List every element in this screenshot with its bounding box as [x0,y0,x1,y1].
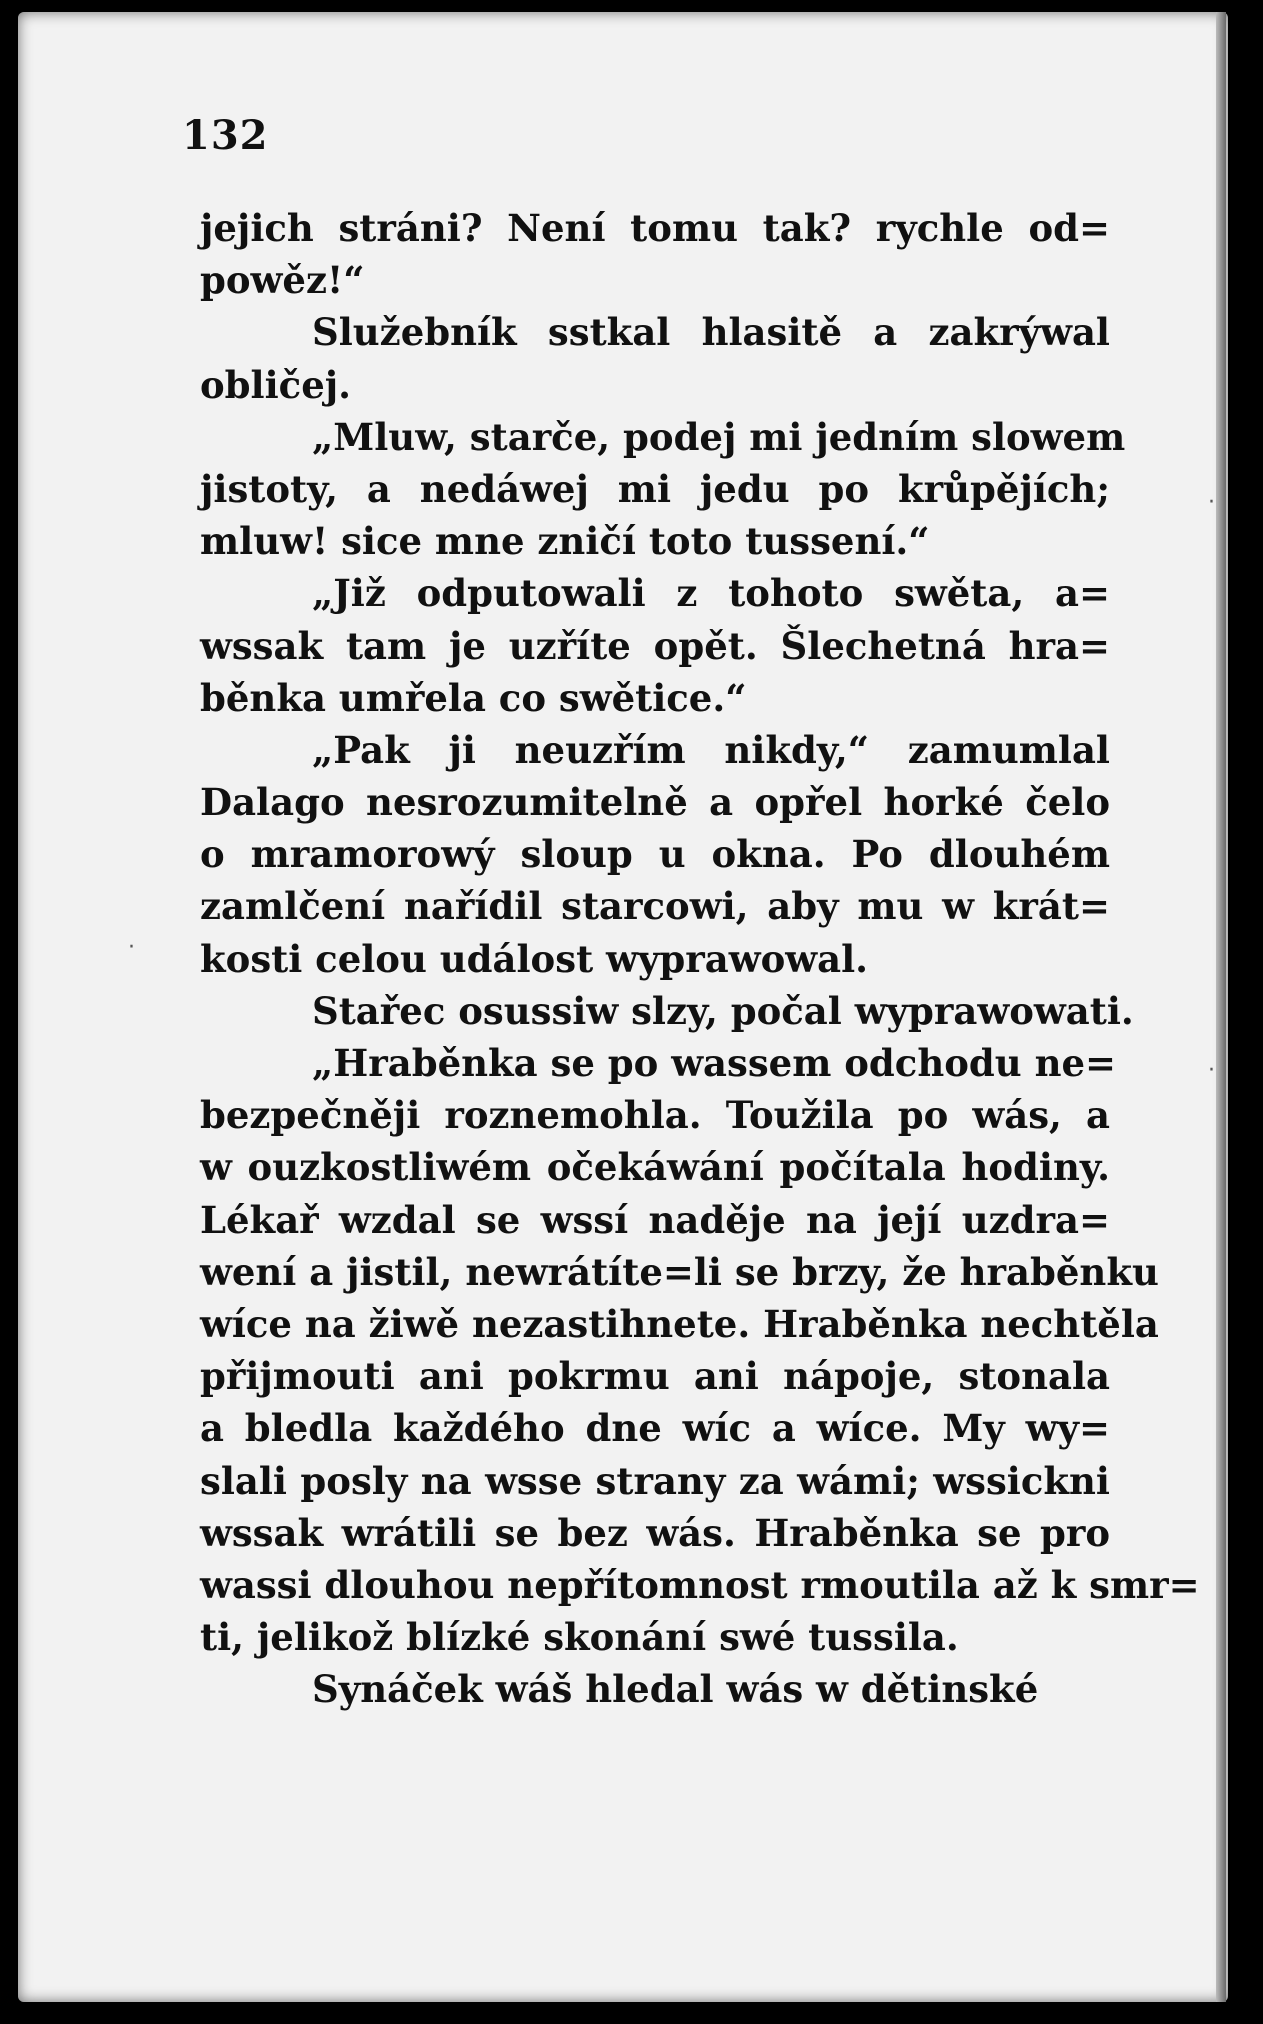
text-line-6: jistoty, a nedáwej mi jedu po krůpějích; [200,466,1110,511]
text-line-29: Synáček wáš hledal wás w dětinské [312,1667,1039,1712]
text-line-27: wassi dlouhou nepřítomnost rmoutila až k smr= [200,1562,1200,1607]
text-line-20: Lékař wzdal se wssí naděje na její uzdra= [200,1197,1110,1242]
text-line-8: „Již odputowali z tohoto swěta, a= [312,571,1110,616]
text-line-19: w ouzkostliwém očekáwání počítala hodiny. [200,1145,1110,1190]
text-line-7: mluw! sice mne zničí toto tussení.“ [200,519,930,564]
text-line-13: o mramorowý sloup u okna. Po dlouhém [200,832,1110,877]
text-line-23: přijmouti ani pokrmu ani nápoje, stonala [200,1354,1110,1399]
text-line-18: bezpečněji roznemohla. Toužila po wás, a [200,1093,1110,1138]
text-line-17: „Hraběnka se po wassem odchodu ne= [312,1041,1117,1085]
text-line-16: Stařec osussiw slzy, počal wyprawowati. [312,988,1134,1033]
text-line-10: běnka umřela co swětice.“ [200,675,747,720]
text-line-4: obličej. [200,362,351,407]
text-line-14: zamlčení nařídil starcowi, aby mu w krát= [200,884,1110,929]
text-line-15: kosti celou událost wyprawowal. [200,936,869,981]
text-line-24: a bledla každého dne wíc a wíce. My wy= [200,1406,1110,1451]
text-line-22: wíce na žiwě nezastihnete. Hraběnka nechtěla [200,1301,1159,1346]
text-line-5: „Mluw, starče, podej mi jedním slowem [312,414,1126,459]
text-line-26: wssak wrátili se bez wás. Hraběnka se pro [200,1510,1110,1555]
text-line-21: wení a jistil, newrátíte=li se brzy, že hraběnku [200,1249,1159,1294]
text-line-25: slali posly na wsse strany za wámi; wssickni [200,1458,1110,1503]
text-line-9: wssak tam je uzříte opět. Šlechetná hra= [200,623,1110,668]
text-line-12: Dalago nesrozumitelně a opřel horké čelo [200,780,1110,825]
scan-speck: · [1208,1058,1215,1083]
text-line-3: Služebník sstkal hlasitě a zakrýwal [312,310,1110,355]
scan-speck: · [1208,490,1215,515]
text-line-28: ti, jelikož blízké skonání swé tussila. [200,1615,959,1660]
text-line-2: powěz!“ [200,258,365,303]
page-edge [1216,12,1226,2002]
scan-speck: · [128,935,135,960]
text-line-11: „Pak ji neuzřím nikdy,“ zamumlal [312,727,1110,772]
page-number: 132 [182,112,269,159]
page-text [200,202,1200,1715]
text-line-1: jejich stráni? Není tomu tak? rychle od= [200,206,1110,250]
